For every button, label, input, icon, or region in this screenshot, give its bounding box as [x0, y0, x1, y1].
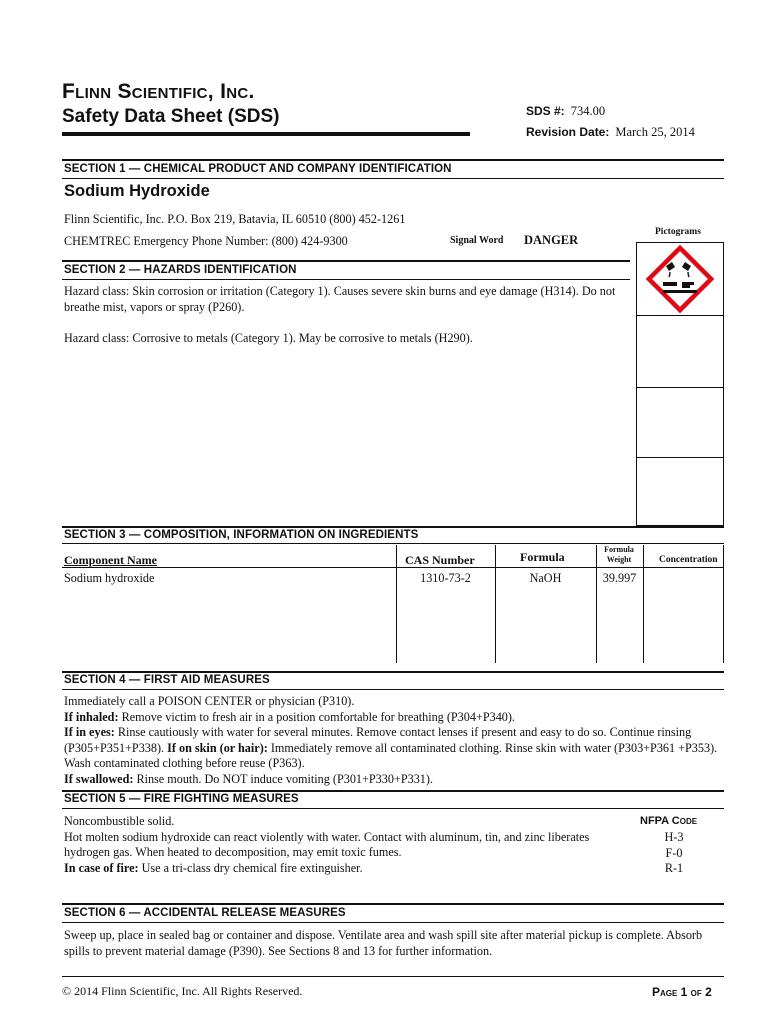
section5-heading: SECTION 5 — FIRE FIGHTING MEASURES [64, 793, 299, 805]
first-aid-inhaled-text: Remove victim to fresh air in a position comfortable for breathing (P304+P340). [118, 709, 515, 724]
table-vline-4 [643, 545, 644, 663]
section1-heading: SECTION 1 — CHEMICAL PRODUCT AND COMPANY IDENTIFICATION [64, 163, 452, 175]
section3-heading: SECTION 3 — COMPOSITION, INFORMATION ON INGREDIENTS [64, 529, 419, 541]
section4-underline [62, 689, 724, 690]
revision-date-label: Revision Date: [526, 125, 610, 139]
col-component-name: Component Name [64, 553, 157, 567]
first-aid-swallowed-text: Rinse mouth. Do NOT induce vomiting (P301+P330+P331). [133, 771, 433, 786]
table-vline-1 [396, 545, 397, 663]
pictogram-cell-2 [637, 315, 723, 388]
first-aid-swallowed [64, 772, 724, 788]
company-name: Flinn Scientific, Inc. [62, 80, 255, 103]
section6-rule [62, 903, 724, 905]
section6-heading: SECTION 6 — ACCIDENTAL RELEASE MEASURES [64, 907, 346, 919]
first-aid-eyes-skin [64, 725, 724, 772]
nfpa-reactivity: R-1 [664, 861, 684, 875]
pictogram-panel [636, 242, 724, 526]
section1-rule [62, 159, 724, 161]
col-formula-weight-line2: Weight [606, 555, 632, 564]
section3-underline [62, 543, 724, 544]
col-formula: Formula [520, 550, 565, 564]
signal-word: DANGER [524, 233, 579, 247]
col-concentration: Concentration [659, 555, 718, 565]
fire-extinguisher-text: Use a tri-class dry chemical fire extinguisher. [138, 860, 363, 875]
sds-number-label: SDS #: [526, 104, 565, 118]
fire-fighting-text [64, 814, 620, 876]
col-formula-weight [600, 545, 638, 565]
pictogram-cell-1 [637, 243, 723, 316]
release-measures-text: Sweep up, place in sealed bag or container and dispose. Ventilate area and wash spill site after material pickup is complete. Absorb spills to prevent material damage (P390). See Sections 8 and 13 for further information. [64, 928, 703, 958]
first-aid-skin-text: Immediately remove all contaminated clothing. Rinse skin with water (P303+P361 +P353). Wash contaminated clothing before reuse (P363). [64, 740, 718, 770]
hazard-text-2: Hazard class: Corrosive to metals (Category 1). May be corrosive to metals (H290). [64, 331, 473, 345]
signal-word-label: Signal Word [450, 235, 504, 246]
nfpa-fire: F-0 [665, 845, 683, 860]
table-header-rule [62, 567, 724, 568]
section4-rule [62, 671, 724, 673]
revision-date-value: March 25, 2014 [615, 125, 695, 139]
hazard-text-1: Hazard class: Skin corrosion or irritation (Category 1). Causes severe skin burns and eye damage (H314). Do not breathe mist, vapors or spray (P260). [64, 284, 616, 314]
fire-reactivity: Hot molten sodium hydroxide can react violently with water. Contact with aluminum, tin, and zinc liberates hydrogen gas. When heated to decomposition, may emit toxic fumes. [64, 829, 590, 859]
first-aid-eyes-label: If in eyes: [64, 725, 115, 739]
section2-heading: SECTION 2 — HAZARDS IDENTIFICATION [64, 264, 297, 276]
product-name: Sodium Hydroxide [64, 182, 210, 200]
fire-extinguisher [64, 861, 620, 877]
document-title: Safety Data Sheet (SDS) [62, 106, 280, 127]
section5-underline [62, 808, 724, 809]
col-cas-number: CAS Number [405, 553, 475, 567]
section2-underline [62, 279, 630, 280]
sds-number-value: 734.00 [570, 104, 606, 118]
fire-noncombustible: Noncombustible solid. [64, 814, 175, 828]
fire-extinguisher-label: In case of fire: [64, 860, 139, 875]
pictogram-cell-4 [637, 457, 723, 525]
chemtrec-phone: CHEMTREC Emergency Phone Number: (800) 424-9300 [64, 234, 348, 248]
first-aid-text [64, 694, 724, 787]
section4-heading: SECTION 4 — FIRST AID MEASURES [64, 674, 270, 686]
revision-date [526, 125, 695, 140]
table-cell-formula: NaOH [529, 571, 562, 585]
company-address: Flinn Scientific, Inc. P.O. Box 219, Batavia, IL 60510 (800) 452-1261 [64, 212, 406, 226]
nfpa-code-label: NFPA Code [640, 815, 698, 827]
footer-rule [62, 976, 724, 977]
page-number: Page 1 of 2 [652, 985, 712, 999]
first-aid-eyes-text: Rinse cautiously with water for several minutes. Remove contact lenses if present and easy to do so. Continue rinsing (P305+P351+P338). [64, 725, 692, 755]
title-divider [62, 132, 470, 136]
pictogram-cell-3 [637, 387, 723, 458]
first-aid-swallowed-label: If swallowed: [64, 771, 134, 786]
first-aid-poison-center: Immediately call a POISON CENTER or physician (P310). [64, 694, 355, 708]
table-vline-3 [596, 545, 597, 663]
first-aid-skin-label: If on skin (or hair): [167, 740, 268, 755]
table-cell-weight: 39.997 [602, 571, 637, 585]
table-vline-2 [495, 545, 496, 663]
copyright: © 2014 Flinn Scientific, Inc. All Rights Reserved. [62, 984, 303, 998]
nfpa-health: H-3 [664, 830, 684, 844]
pictograms-label: Pictograms [655, 227, 701, 237]
first-aid-inhaled-label: If inhaled: [64, 709, 119, 724]
col-formula-weight-line1: Formula [604, 545, 634, 554]
nfpa-codes [640, 830, 708, 877]
section6-underline [62, 922, 724, 923]
section5-rule [62, 790, 724, 792]
table-cell-component: Sodium hydroxide [64, 571, 155, 585]
section3-rule [62, 526, 724, 528]
table-vline-5 [723, 545, 724, 663]
section2-rule [62, 260, 630, 262]
section1-underline [62, 178, 724, 179]
first-aid-inhaled [64, 710, 724, 726]
corrosion-pictogram-icon [637, 243, 723, 313]
table-cell-cas: 1310-73-2 [420, 571, 471, 585]
sds-number [526, 104, 605, 119]
